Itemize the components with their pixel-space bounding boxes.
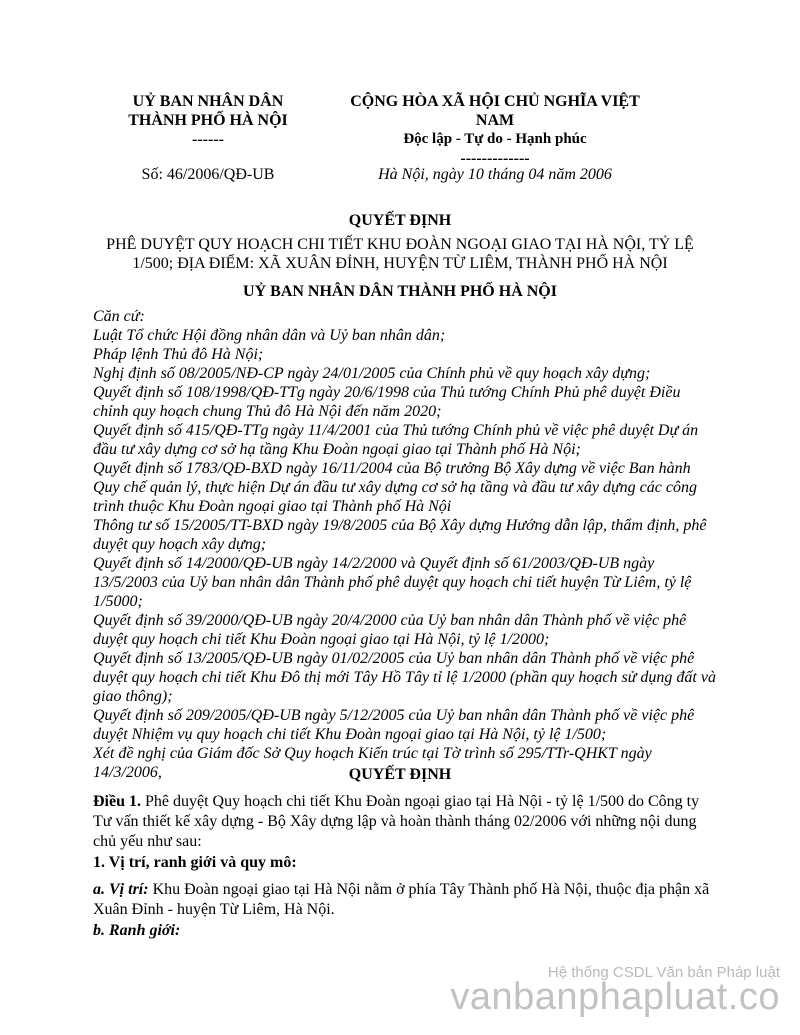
legal-basis-item: Quyết định số 415/QĐ-TTg ngày 11/4/2001 của Thủ tướng Chính phủ về việc phê duyệt Dự án đầu tư xây dựng cơ sở hạ tầng Khu Đoàn ngoại giao tại Thành phố Hà Nội; — [93, 422, 699, 458]
document-subject: PHÊ DUYỆT QUY HOẠCH CHI TIẾT KHU ĐOÀN NGOẠI GIAO TẠI HÀ NỘI, TỶ LỆ 1/500; ĐỊA ĐIỂM: XÃ XUÂN ĐỈNH, HUYỆN TỪ LIÊM, THÀNH PHỐ HÀ NỘI — [106, 236, 694, 272]
legal-basis-list — [93, 307, 718, 782]
issuing-authority-block — [108, 92, 308, 149]
article-1-text: Phê duyệt Quy hoạch chi tiết Khu Đoàn ngoại giao tại Hà Nội - tỷ lệ 1/500 do Công ty Tư vấn thiết kế xây dựng - Bộ Xây dựng lập và hoàn thành tháng 02/2006 với những nội dung chủ yếu như sau: — [93, 793, 700, 850]
issuing-authority-line2: THÀNH PHỐ HÀ NỘI — [128, 112, 288, 129]
section-1-heading: 1. Vị trí, ranh giới và quy mô: — [93, 854, 297, 871]
decision-heading: QUYẾT ĐỊNH — [348, 766, 452, 783]
item-b-boundary-label: b. Ranh giới: — [93, 922, 181, 939]
legal-basis-item: Xét đề nghị của Giám đốc Sở Quy hoạch Kiến trúc tại Tờ trình số 295/TTr-QHKT ngày 14/3/2006, — [93, 745, 652, 781]
legal-basis-item: Pháp lệnh Thủ đô Hà Nội; — [93, 346, 264, 363]
legal-basis-item: Quyết định số 14/2000/QĐ-UB ngày 14/2/2000 và Quyết định số 61/2003/QĐ-UB ngày 13/5/2003 của Uỷ ban nhân dân Thành phố phê duyệt quy hoạch chi tiết huyện Từ Liêm, tỷ lệ 1/5000; — [93, 555, 692, 610]
slogan-separator: ------------- — [460, 150, 530, 167]
legal-basis-item: Quyết định số 1783/QĐ-BXD ngày 16/11/2004 của Bộ trưởng Bộ Xây dựng về việc Ban hành Quy chế quản lý, thực hiện Dự án đầu tư xây dựng cơ sở hạ tầng và đầu tư xây dựng các công trình thuộc Khu Đoàn ngoại giao tại Thành phố Hà Nội — [93, 460, 697, 515]
item-a-text: Khu Đoàn ngoại giao tại Hà Nội nằm ở phía Tây Thành phố Hà Nội, thuộc địa phận xã Xuân Đỉnh - huyện Từ Liêm, Hà Nội. — [93, 881, 710, 918]
issuing-authority-line1: UỶ BAN NHÂN DÂN — [132, 93, 284, 110]
nation-name-line1: CỘNG HÒA XÃ HỘI CHỦ NGHĨA VIỆT — [350, 93, 640, 110]
legal-basis-item: Quyết định số 108/1998/QĐ-TTg ngày 20/6/1998 của Thủ tướng Chính Phủ phê duyệt Điều chỉnh quy hoạch chung Thủ đô Hà Nội đến năm 2020; — [93, 384, 681, 420]
national-header-block — [340, 92, 650, 168]
legal-basis-item: Thông tư số 15/2005/TT-BXD ngày 19/8/2005 của Bộ Xây dựng Hướng dẫn lập, thẩm định, phê duyệt quy hoạch xây dựng; — [93, 517, 707, 553]
document-number: Số: 46/2006/QĐ-UB — [141, 166, 275, 183]
legal-basis-item: Quyết định số 39/2000/QĐ-UB ngày 20/4/2000 của Uỷ ban nhân dân Thành phố về việc phê duyệt quy hoạch chi tiết Khu Đoàn ngoại giao tại Hà Nội, tỷ lệ 1/2000; — [93, 612, 687, 648]
watermark-site-name: vanbanphapluat.co — [450, 976, 780, 1018]
article-1-label: Điều 1. — [93, 793, 141, 810]
issuing-body-heading: UỶ BAN NHÂN DÂN THÀNH PHỐ HÀ NỘI — [243, 283, 557, 300]
legal-basis-item: Căn cứ: — [93, 308, 145, 325]
nation-name-line2: NAM — [475, 112, 515, 129]
legal-basis-item: Quyết định số 209/2005/QĐ-UB ngày 5/12/2005 của Uỷ ban nhân dân Thành phố về việc phê duyệt Nhiệm vụ quy hoạch chi tiết Khu Đoàn ngoại giao tại Hà Nội, tỷ lệ 1/500; — [93, 707, 695, 743]
item-a-label: a. Vị trí: — [93, 881, 149, 898]
authority-separator: ------ — [192, 131, 224, 148]
legal-basis-item: Luật Tổ chức Hội đồng nhân dân và Uỷ ban nhân dân; — [93, 327, 446, 344]
item-a-location — [93, 880, 718, 920]
watermark-line1: Hệ thống CSDL Văn bản Pháp luật — [547, 964, 780, 981]
document-title: QUYẾT ĐỊNH — [348, 212, 452, 229]
legal-basis-item: Nghị định số 08/2005/NĐ-CP ngày 24/01/2005 của Chính phủ về quy hoạch xây dựng; — [93, 365, 651, 382]
national-slogan: Độc lập - Tự do - Hạnh phúc — [403, 131, 587, 147]
article-1 — [93, 792, 718, 852]
legal-basis-item: Quyết định số 13/2005/QĐ-UB ngày 01/02/2005 của Uỷ ban nhân dân Thành phố về việc phê duyệt quy hoạch chi tiết Khu Đô thị mới Tây Hồ Tây tỉ lệ 1/2000 (phần quy hoạch sử dụng đất và giao thông); — [93, 650, 716, 705]
place-and-date: Hà Nội, ngày 10 tháng 04 năm 2006 — [378, 166, 612, 183]
